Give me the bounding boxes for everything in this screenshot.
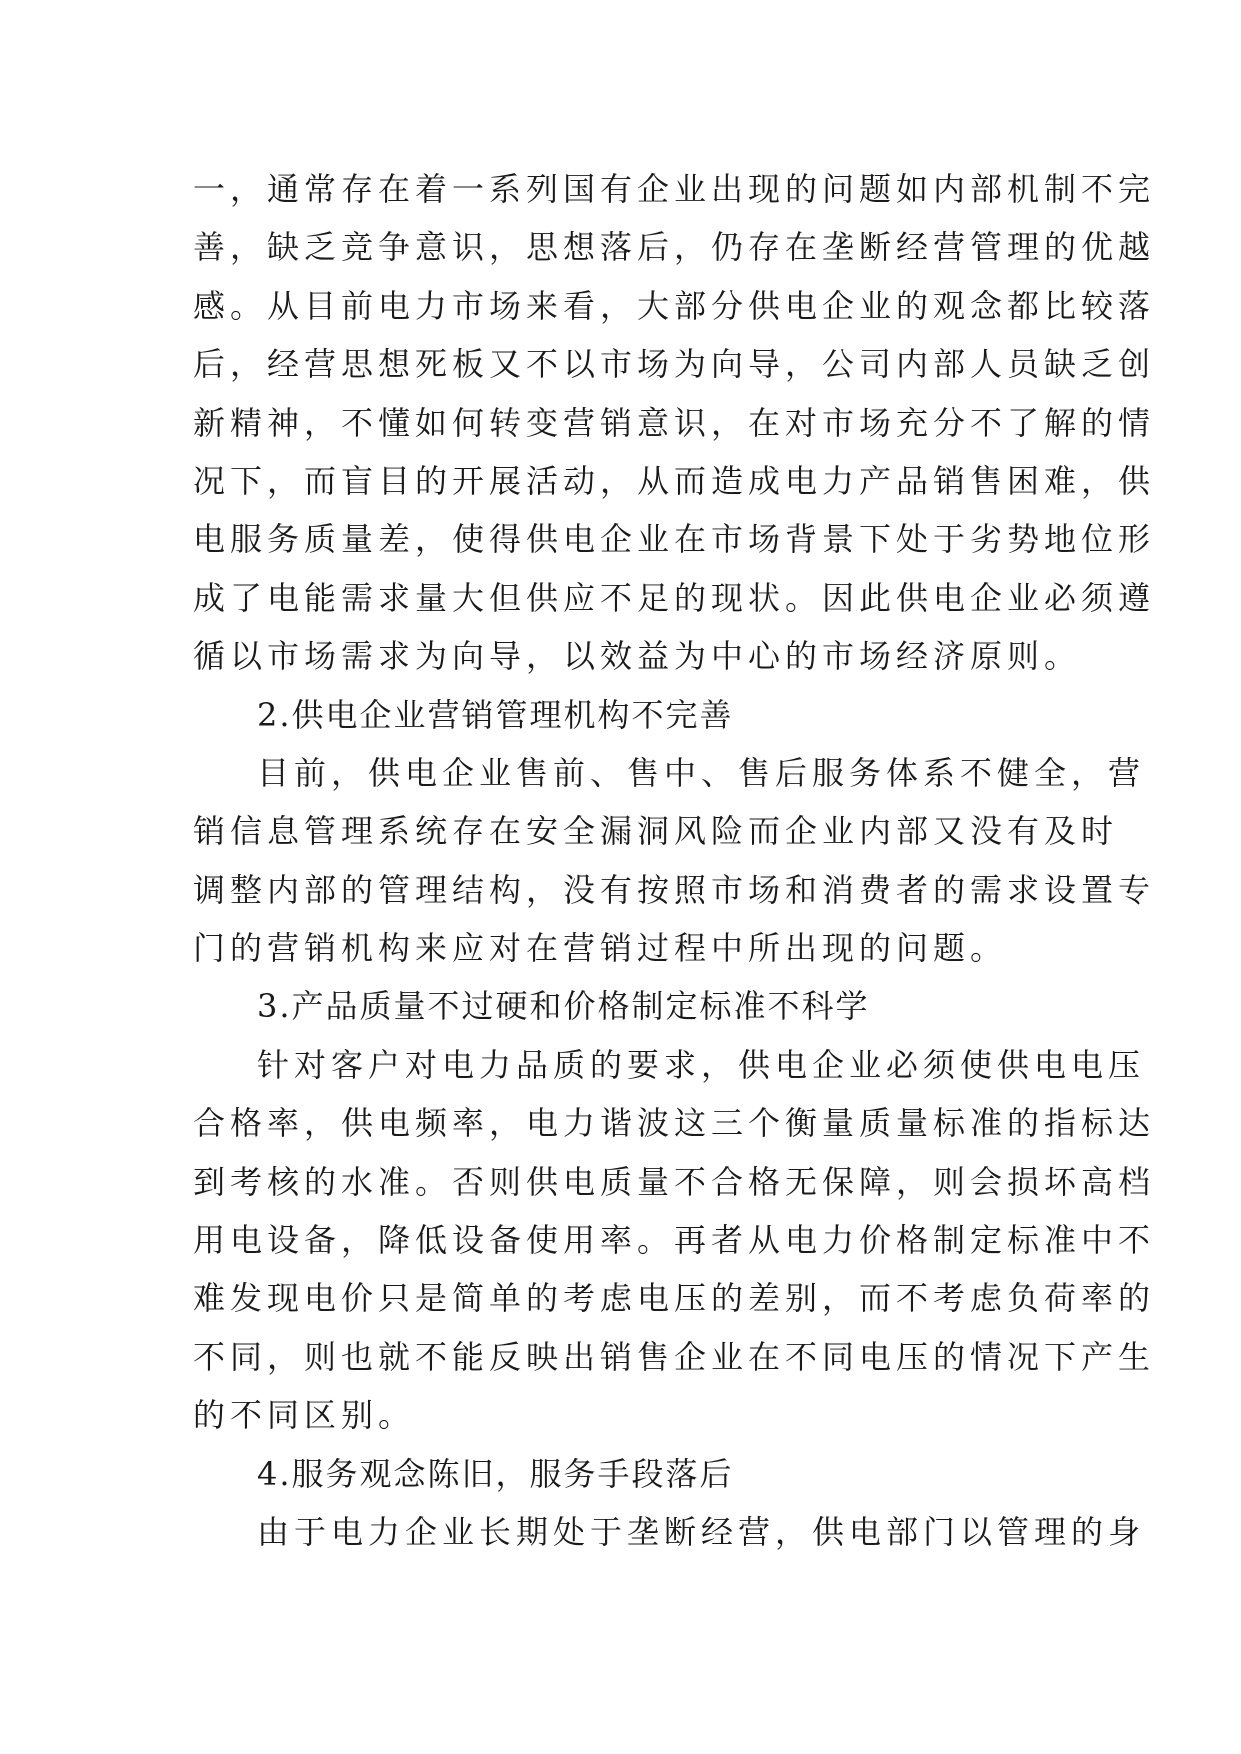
paragraph-first-line: 针对客户对电力品质的要求，供电企业必须使供电电压 [257, 1045, 1146, 1084]
text-line: 况下，而盲目的开展活动，从而造成电力产品销售困难，供 [193, 461, 1156, 500]
text-line: 难发现电价只是简单的考虑电压的差别，而不考虑负荷率的 [193, 1279, 1156, 1318]
paragraph-first-line: 由于电力企业长期处于垄断经营，供电部门以管理的身 [257, 1512, 1146, 1551]
text-line: 新精神，不懂如何转变营销意识，在对市场充分不了解的情 [193, 403, 1156, 442]
text-line: 感。从目前电力市场来看，大部分供电企业的观念都比较落 [193, 286, 1156, 325]
text-line: 调整内部的管理结构，没有按照市场和消费者的需求设置专 [193, 870, 1156, 909]
text-line: 一，通常存在着一系列国有企业出现的问题如内部机制不完 [193, 170, 1156, 208]
document-body [193, 160, 1156, 1561]
paragraph-first-line: 目前，供电企业售前、售中、售后服务体系不健全，营 [257, 753, 1146, 792]
text-line: 成了电能需求量大但供应不足的现状。因此供电企业必须遵 [193, 578, 1156, 617]
text-line: 销信息管理系统存在安全漏洞风险而企业内部又没有及时 [193, 812, 1119, 851]
section-heading: 2.供电企业营销管理机构不完善 [257, 695, 734, 734]
text-line: 电服务质量差，使得供电企业在市场背景下处于劣势地位形 [193, 520, 1156, 559]
text-line: 合格率，供电频率，电力谐波这三个衡量质量标准的指标达 [193, 1104, 1156, 1143]
text-line: 善，缺乏竞争意识，思想落后，仍存在垄断经营管理的优越 [193, 228, 1156, 267]
text-line: 到考核的水准。否则供电质量不合格无保障，则会损坏高档 [193, 1162, 1156, 1201]
text-line: 门的营销机构来应对在营销过程中所出现的问题。 [193, 929, 1008, 968]
text-line: 的不同区别。 [193, 1396, 416, 1435]
text-line: 循以市场需求为向导，以效益为中心的市场经济原则。 [193, 637, 1082, 676]
text-line: 用电设备，降低设备使用率。再者从电力价格制定标准中不 [193, 1221, 1156, 1260]
section-heading: 3.产品质量不过硬和价格制定标准不科学 [257, 987, 870, 1026]
text-line: 后，经营思想死板又不以市场为向导，公司内部人员缺乏创 [193, 345, 1156, 384]
section-heading: 4.服务观念陈旧，服务手段落后 [257, 1454, 734, 1493]
text-line: 不同，则也就不能反映出销售企业在不同电压的情况下产生 [193, 1337, 1156, 1376]
